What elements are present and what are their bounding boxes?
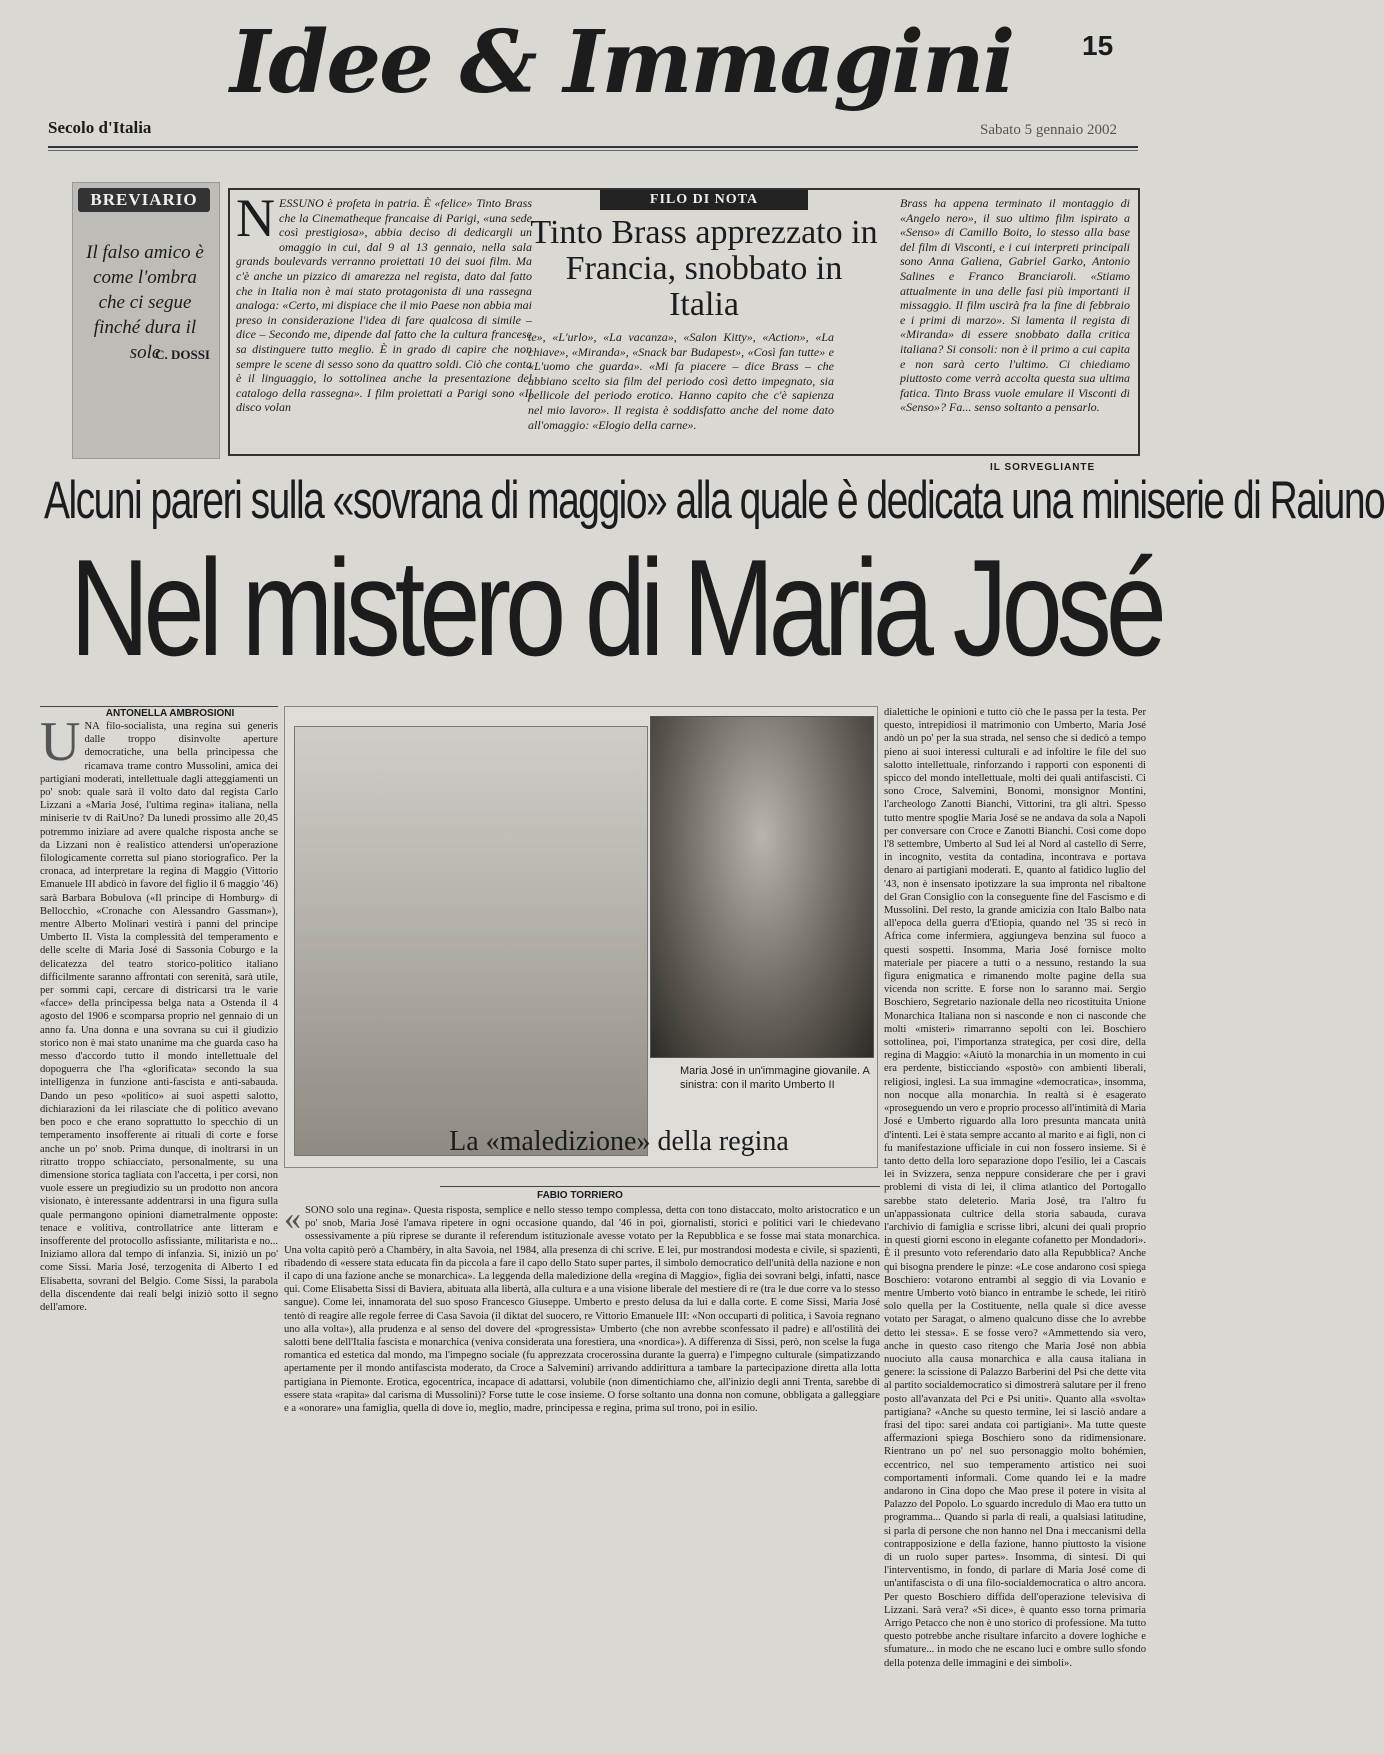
filo-column-1 — [236, 188, 532, 448]
masthead-rule-thin — [48, 150, 1138, 151]
article-left-column-text: NA filo-socialista, una regina sui generis dalle troppo disinvolte aperture democratiche, una bella principessa che ricamava trame contro Mussolini, amica dei partigiani moderati, intellettuale dagli atteggiamenti un po' snob: quale sarà il volto dato dal regista Carlo Lizzani a «Maria José, l'ultima regina» italiana, nella miniserie tv di RaiUno? Da lunedì prossimo alle 20,45 potremmo iniziare ad avere qualche risposta anche se da Lizzani non è realistico attendersi un'operazione filologicamente corretta sul piano storiografico. Per la cronaca, ad interpretare la regina di Maggio (Vittorio Emanuele III abdicò in favore del figlio il 6 maggio '46) sarà Barbara Bobulova («Il principe di Homburg» di Bellocchio, «Cronache con Alessandro Gassman»), mentre Alberto Molinari vestirà i panni del principe Umberto II. Vista la complessità del temperamento e delle scelte di Maria José di Sassonia Coburgo e la delicatezza del teatro storico-politico italiano difficilmente saranno affrontati con serenità, sarà utile, per sommi capi, cercare di districarsi tra le varie «facce» della principessa belga nata a Ostenda il 4 agosto del 1906 e scomparsa proprio nel gennaio di un anno fa. Una donna e una sovrana su cui il giudizio storico non è mai stato unanime ma che guarda caso ha messo d'accordo tutto il mondo intellettuale del dopoguerra che l'ha «glorificata» secondo la sua intelligenza in funzione anti-fascista e anti-sabauda. Dando un peso «politico» ai suoi aspetti salotto, dichiarazioni da lei rilasciate che di politico avevano ben poco e che erano soprattutto lo specchio di un temperamento insofferente ai rituali di corte e forse anche un po' snob. Prima dunque, di inoltrarsi in un ritratto troppo schiacciato, personalmente, su una dimensione storica tagliata con l'accetta, i per corsi, non vuole essere un pregiudizio su un prodotto non ancora visionato, è interessante addentrarsi in una figura sulla quale permangono opinioni diametralmente opposte: tenace e volitiva, controllatrice ante litteram e insofferente del protocollo asfissiante, militarista e no... Iniziamo allora dal tempo di infanzia. Si, iniziò un po' come Sissi. Maria José, terzogenita di Alberto I ed Elisabetta, sovrani del Belgio. Come Sissi, la parabola della discendente dai reali belgi iniziò sotto il segno dell'amore. — [40, 721, 278, 1313]
byline-rule — [40, 706, 278, 707]
masthead-rule — [48, 146, 1138, 148]
subhead: La «maledizione» della regina — [449, 1126, 789, 1157]
filo-dropcap: N — [236, 188, 275, 248]
page-number: 15 — [1082, 30, 1114, 61]
article-byline: ANTONELLA AMBROSIONI — [105, 708, 235, 719]
filo-column-1-text: ESSUNO è profeta in patria. È «felice» Tinto Brass che la Cinematheque francaise di Parigi, «una sede così prestigiosa», abbia deciso di dedicargli un omaggio in cui, dal 9 al 13 gennaio, nella sala grands boulevards verranno proiettati 10 dei suoi film. Ma c'è anche un pizzico di amarezza nel regista, dato dal fatto che in Italia non è mai stato protagonista di una rassegna analoga: «Certo, mi dispiace che il mio Paese non abbia mai preso in considerazione l'idea di fare qualcosa di simile – dice – Secondo me, dipende dal fatto che la cultura francese sa distinguere tutto meglio. È in grado di capire che non sempre le scene di sesso sono da quattro soldi. Ciò che conta è il linguaggio, lo sottolinea anche la presentazione del catalogo della rassegna». I film proiettati a Parigi sono «Il disco volan — [236, 196, 532, 415]
filo-di-nota-label: FILO DI NOTA — [600, 190, 808, 210]
article-headline: Nel mistero di Maria José — [70, 531, 1161, 685]
publication-name: Secolo d'Italia — [48, 118, 152, 137]
breviario-quote: Il falso amico è come l'ombra che ci segue finché dura il sole — [86, 242, 204, 363]
filo-column-2: te», «L'urlo», «La vacanza», «Salon Kitty», «Action», «La chiave», «Miranda», «Snack bar Budapest», «Così fan tutte» e «L'uomo che guarda». «Mi fa piacere – dice Brass – che abbiano scelto sia film del periodo così detto impegnato, sia pellicole del periodo erotico. Hanno capito che c'è sapienza nel mio lavoro». Il regista è soddisfatto anche del nome dato all'omaggio: «Elogio della carne». — [528, 330, 834, 432]
quote-mark-icon: « — [284, 1200, 301, 1237]
filo-title: Tinto Brass apprezzato in Francia, snobbato in Italia — [530, 214, 878, 323]
article-kicker: Alcuni pareri sulla «sovrana di maggio» alla quale è dedicata una miniserie di Raiuno — [44, 472, 1384, 531]
breviario-label: BREVIARIO — [78, 188, 210, 212]
filo-signature: IL SORVEGLIANTE — [990, 462, 1096, 473]
article-right-column: dialettiche le opinioni e tutto ciò che le passa per la testa. Per questo, intrepidiosi il matrimonio con Umberto, Maria José andò un po' per la sua strada, nel senso che si dedicò a tempo pieno ai suoi interessi culturali e ad infoltire le file del suo salotto intellettuale, rinforzando i rapporti con esponenti di spicco del mondo intellettuale, molti dei quali antifascisti. Ci sono Croce, Salvemini, Bonomi, monsignor Montini, l'archeologo Zanotti Bianchi, Vittorini, tra gli altri. Spesso tutto mentre spoglie Maria José se ne andava da sola a Napoli per conversare con Croce e Zanotti Bianchi. Così come dopo l'8 settembre, Umberto al Sud lei al Nord al castello di Serre, in incognito, vestita da contadina, incontrava e portava denaro ai partigiani moderati. E, quanto al fatidico luglio del '43, non è insensato ipotizzare la sua impronta nel ribaltone del Gran Consiglio con la conseguente fine del Fascismo e di Mussolini. Del resto, la grande amicizia con Italo Balbo nata all'epoca della guerra d'Etiopia, quando nel '35 si recò in Africa come infermiera, aggiungeva benzina sul fuoco a questi sospetti. Insomma, Maria José fornisce molto materiale per piacere a tutti o a nessuno, restando la sua figura enigmatica e rimanendo molte pagine della sua vicenda non scritte. E forse non lo saranno mai. Sergio Boschiero, Segretario nazionale della neo ricostituita Unione Monarchica Italiana non si nasconde e non ci nasconde che molti «misteri» rimarranno sepolti con lei. Boschiero sottolinea, poi, l'importanza strategica, per così dire, della regina di Maggio: «Aiutò la monarchia in un momento in cui era perdente, bisticciando «spostò» con ambienti liberali, religiosi, inglesi. La sua immagine «democratica», insomma, non nocque alla monarchia. In realtà si è esagerato «proseguendo un vero e proprio processo all'intimità di Maria José e Umberto riguardo alla loro presunta mancata unità d'intenti. Lei è stata sempre accanto al marito e ai figli, non ci fu manifestazione ufficiale in cui non fossero insieme. Si è tanto detto della loro separazione dopo l'esilio, lei a Cascais lei in Svizzera, senza neppure considerare che per i gravi problemi di vista di lei, il clima atlantico del Portogallo sarebbe stato deleterio. Maria José, tra l'altro fu un'appassionata cultrice della storia sabauda, curava l'archivio di famiglia e scrisse libri, alcuni dei quali proprio in questi giorni escono in elegante cofanetto per Mondadori». È il presunto voto referendario dato alla Repubblica? Anche qui bisogna prendere le pinze: «Le cose andarono così spiega Boschiero: votarono entrambi al seggio di via Lovanio e mentre Umberto votò bianco in entrambe le schede, lei ritirò solo quella per la Costituente, nella quale si dice avesse votato per Saragat, o almeno qualcuno disse che lo avrebbe detto lei stessa». E se fosse vero? «Ammettendo sia vero, anche in questo caso ritengo che Maria José non abbia nuociuto alla causa monarchica e alla causa italiana in genere: la scissione di Palazzo Barberini del Psi che dette vita al partito socialdemocratico si dimostrerà salutare per il freno posto all'avanzata del Pci e Psi uniti». Quanto alla «svolta» partigiana? «Anche su questo termine, lei si lasciò andare a frasi del tipo: sarei andata coi partigiani». Ma tutte queste affermazioni spiega Boschiero sono da ridimensionare. Rientrano un po' nel suo personaggio molto bohémien, eccentrico, nel suo temperamento artistico nei suoi comportamenti informali. Come quando lei e la madre andarono in Cina dopo che Mao prese il potere in visita al Palazzo del Popolo. Lo sguardo incredulo di Mao era tutto un programma... Quando si parla di reali, a qualsiasi latitudine, si parla di persone che non hanno nel Dna i meccanismi della contrapposizione e della fazione, hanno piuttosto la visione di un ruolo super partes». Insomma, di sintesi. Di qui l'interventismo, in fondo, di parlare di Maria José come di un'antifascista o di una filo-socialdemocratica o altro ancora. Per questo Boschiero diffida dell'operazione televisiva di Lizzani. Sarà vera? «Si dice», è quanto esso torna primaria Arrigo Petacco che non è uno storico di professione. Ma tutto questo potrebbe anche risultare infarcito a dovere loghiche e sfumature... in modo che ne escano luci e ombre sullo sfondo della potenza delle immagini e dei simboli». — [884, 707, 1146, 1669]
sub-byline: FABIO TORRIERO — [537, 1190, 623, 1201]
issue-date: Sabato 5 gennaio 2002 — [980, 122, 1118, 138]
sub-article-text: SONO solo una regina». Questa risposta, semplice e nello stesso tempo complessa, detta con tono distaccato, molto aristocratico e un po' snob, Maria José l'amava ripetere in ogni occasione quando, dal '46 in poi, giornalisti, storici e politici vari le chiedevano ossessivamente a più riprese se durante il referendum istituzionale avesse votato per la Repubblica e se fosse mai stata monarchica. Una volta capitò però a Chambéry, in alta Savoia, nel 1984, alla presenza di chi scrive. E lei, pur mostrandosi modesta e civile, si spazientì, ribadendo di «essere stata educata fin da piccola a fare il capo dello Stato super partes, il simbolo democratico dell'unità della nazione e non il capo di una fazione anche se monarchica». La leggenda della maledizione della «regina di Maggio», figlia dei sovrani belgi, infatti, nasce qui. Come Elisabetta Sissi di Baviera, abituata alla libertà, alla cultura e a una visione liberale del mestiere di re (tra le due corre va lo stesso sangue). Come lei, innamorata del suo sposo Francesco Giuseppe. Umberto e presto delusa da lui e dalla corte. E come Sissi, Maria José tentò di reagire alle regole ferree di Casa Savoia (il diktat del suocero, re Vittorio Emanuele III: «Non occuparti di politica, i Savoia regnano uno alla volta»), alla prudenza e al senso del dovere del «progressista» Umberto (che non avrebbe sconfessato il padre) e all'ostilità dei salotti bene dell'Italia fascista e monarchica (veniva considerata una forestiera, una «nordica»). A differenza di Sissi, però, non scelse la fuga romantica ed estetica dal mondo, ma l'impegno sociale (fu apprezzata crocerossina durante la guerra) e l'impegno culturale (simpatizzando apertamente per il mondo antifascista moderato, da Croce a Salvemini) arrivando addirittura a tambare la partecipazione diretta alla lotta partigiana in Piemonte. Erotica, egocentrica, incapace di adattarsi, volubile (non dimentichiamo che, all'inizio degli anni Trenta, sarebbe di essere stata «rapita» dal carisma di Mussolini)? Forse tutte le cose insieme. O forse soltanto una donna non comune, obbligata a galleggiare e a «onorare» una famiglia, quella di dove io, meglio, madre, principessa e regina, prima sul trono, poi in esilio. — [284, 1205, 880, 1415]
sub-article-column — [284, 1200, 880, 1732]
byline2-rule — [440, 1186, 880, 1187]
section-title: Idee & Immagini — [230, 12, 1014, 113]
breviario-author: C. DOSSI — [155, 347, 210, 362]
filo-column-3: Brass ha appena terminato il montaggio di «Angelo nero», il suo ultimo film ispirato a «Senso» di Camillo Boito, lo stesso alla base del film di Visconti, e i cui interpreti principali sono Anna Galiena, Gabriel Garko, Antonio Salines e Franco Branciaroli. «Stiamo attualmente in una delle fasi più importanti il missaggio. Il film uscirà fra la fine di febbraio e i primi di marzo». Si lamenta il regista di «Miranda» di essere snobbato dalla critica italiana? Si consoli: non è il primo a cui capita e non sarà certo l'ultimo. Ci chiediamo piuttosto come verrà accolta questa sua ultima fatica. Tinto Brass vuole emulare il Visconti di «Senso»? Fa... senso soltanto a pensarlo. — [900, 196, 1130, 415]
article-dropcap: U — [40, 711, 81, 773]
photo-caption: Maria José in un'immagine giovanile. A sinistra: con il marito Umberto II — [680, 1065, 870, 1091]
photo-couple — [294, 726, 648, 1156]
photo-portrait — [650, 716, 874, 1058]
